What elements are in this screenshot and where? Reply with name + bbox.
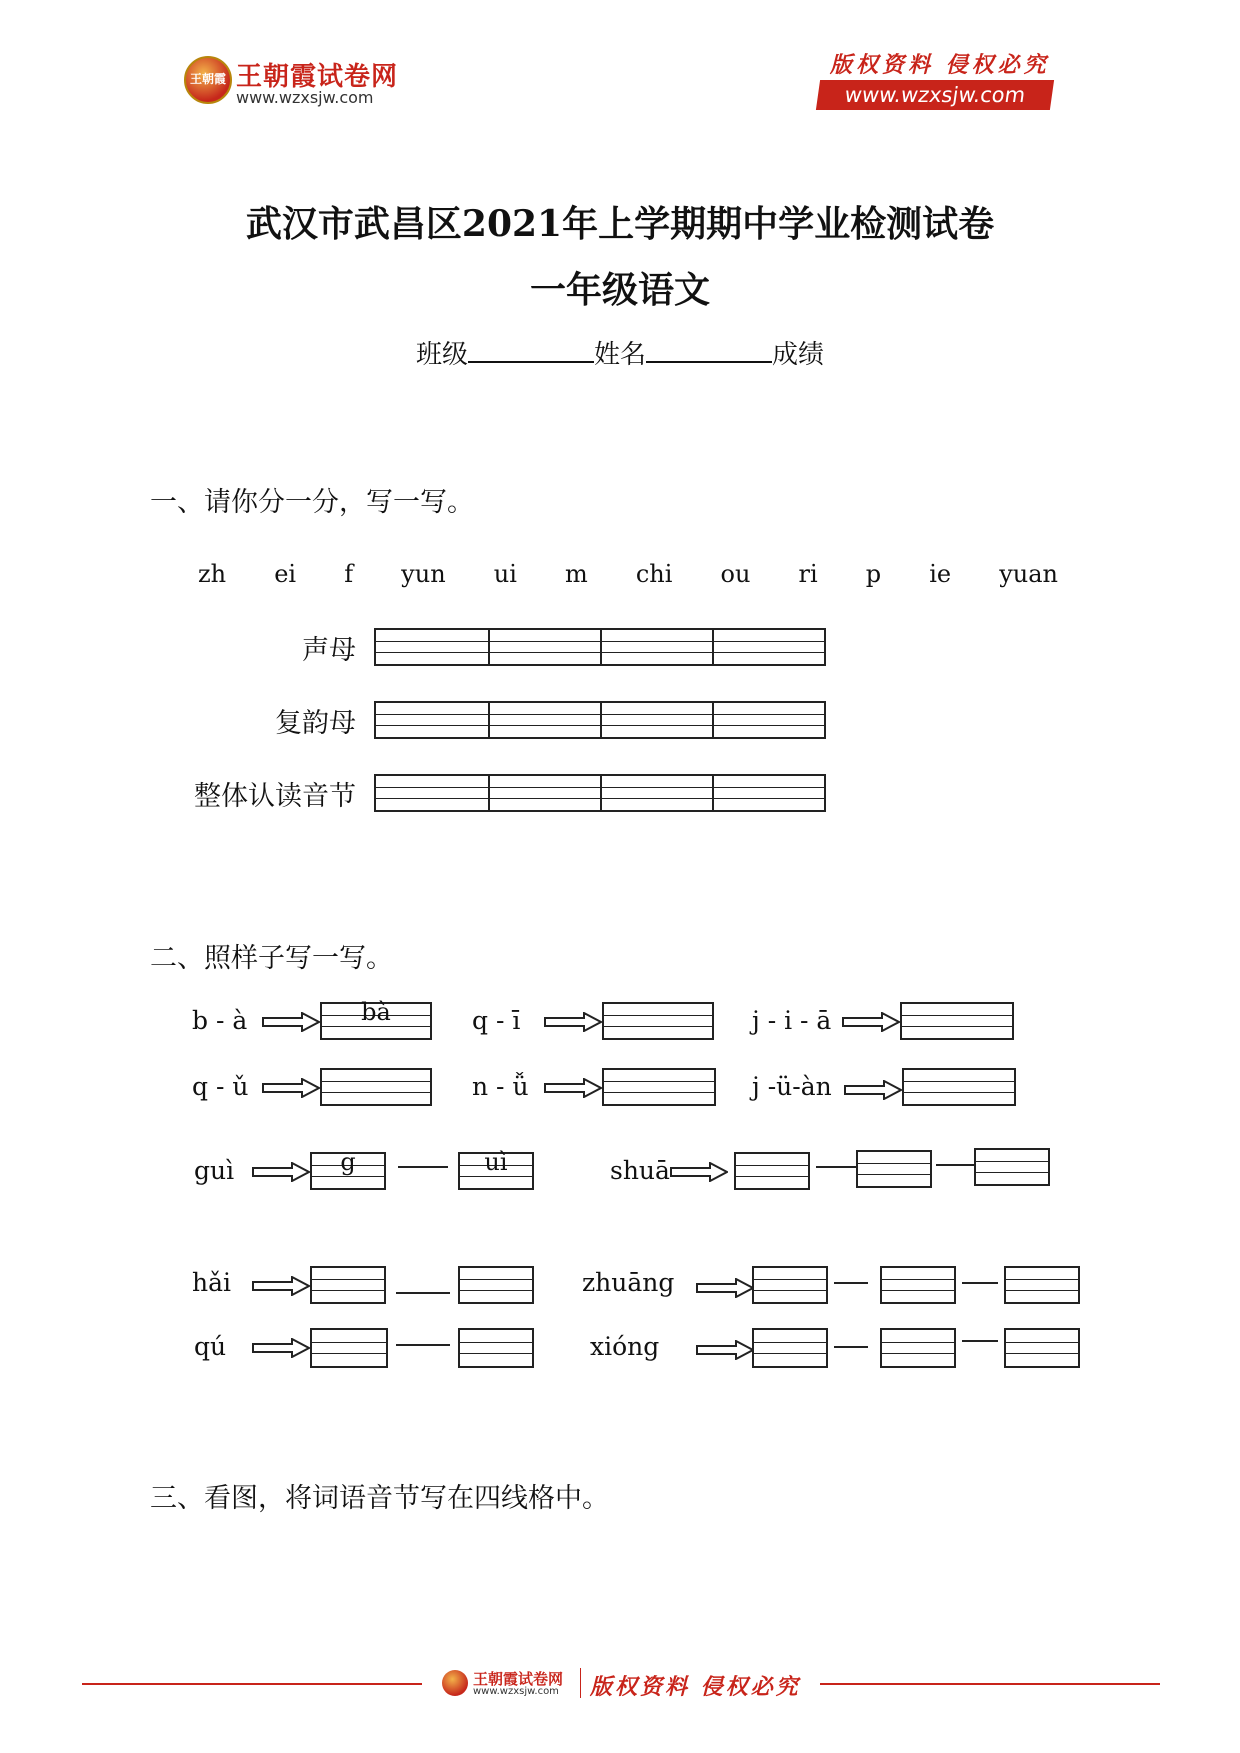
arrow-icon xyxy=(544,1012,602,1032)
copyright-url[interactable]: www.wzxsjw.com xyxy=(816,80,1054,110)
pinyin-item: ie xyxy=(929,560,952,588)
class-label: 班级 xyxy=(415,340,468,370)
four-line-grid[interactable] xyxy=(310,1266,386,1304)
split-label: guì xyxy=(194,1156,235,1185)
four-line-grid[interactable] xyxy=(880,1328,956,1368)
four-line-grid[interactable] xyxy=(734,1152,810,1190)
pinyin-item: ri xyxy=(798,560,818,588)
split-label: qú xyxy=(194,1332,227,1361)
pinyin-item: chi xyxy=(635,560,673,588)
split-label: xióng xyxy=(590,1332,660,1361)
dash xyxy=(834,1346,868,1348)
brand-url[interactable]: www.wzxsjw.com xyxy=(236,88,374,107)
arrow-icon xyxy=(844,1080,902,1100)
split-label: shuā xyxy=(610,1156,670,1185)
four-line-grid[interactable] xyxy=(374,701,826,739)
spell-label: b - à xyxy=(192,1006,248,1035)
four-line-grid[interactable] xyxy=(458,1266,534,1304)
four-line-grid[interactable] xyxy=(602,1068,716,1106)
exam-title: 武汉市武昌区2021年上学期期中学业检测试卷 xyxy=(245,203,995,245)
arrow-icon xyxy=(670,1162,728,1182)
brand-name: 王朝霞试卷网 xyxy=(236,62,399,92)
pinyin-item: yun xyxy=(401,560,446,588)
row-label-compound-finals: 复韵母 xyxy=(275,708,356,739)
pinyin-item: ei xyxy=(274,560,297,588)
pinyin-item: p xyxy=(865,560,882,588)
section2-heading: 二、照样子写一写。 xyxy=(150,943,393,974)
spell-label: j - i - ā xyxy=(752,1006,832,1035)
name-label: 姓名 xyxy=(593,340,646,370)
spell-label: n - ǚ xyxy=(472,1072,529,1101)
arrow-icon xyxy=(252,1276,310,1296)
footer-rule-left xyxy=(82,1683,422,1685)
footer-brand: 王朝霞试卷网 xyxy=(473,1670,564,1688)
row-label-initials: 声母 xyxy=(302,635,356,666)
answer-text: g xyxy=(340,1148,356,1176)
four-line-grid[interactable] xyxy=(974,1148,1050,1186)
four-line-grid[interactable] xyxy=(752,1328,828,1368)
answer-text: uì xyxy=(484,1148,508,1176)
section1-heading: 一、请你分一分，写一写。 xyxy=(150,487,474,518)
arrow-icon xyxy=(252,1338,310,1358)
spell-label: q - ǔ xyxy=(192,1072,249,1101)
footer-separator xyxy=(580,1668,581,1698)
arrow-icon xyxy=(696,1278,754,1298)
exam-subtitle: 一年级语文 xyxy=(529,269,710,311)
pinyin-item: ui xyxy=(493,560,517,588)
logo-emblem xyxy=(184,56,232,104)
arrow-icon xyxy=(696,1340,754,1360)
student-info xyxy=(0,334,1240,371)
pinyin-item: ou xyxy=(720,560,751,588)
four-line-grid[interactable] xyxy=(1004,1328,1080,1368)
dash xyxy=(398,1166,448,1168)
name-blank[interactable] xyxy=(646,335,772,363)
four-line-grid[interactable] xyxy=(458,1328,534,1368)
footer-url[interactable]: www.wzxsjw.com xyxy=(473,1686,559,1697)
copyright-notice: 版权资料 侵权必究 xyxy=(830,52,1050,78)
dash xyxy=(396,1292,450,1294)
four-line-grid[interactable] xyxy=(458,1148,534,1190)
pinyin-item: f xyxy=(344,560,354,588)
four-line-grid[interactable] xyxy=(374,628,826,666)
four-line-grid[interactable] xyxy=(902,1068,1016,1106)
four-line-grid[interactable] xyxy=(880,1266,956,1304)
four-line-grid[interactable] xyxy=(602,1002,714,1040)
split-label: zhuāng xyxy=(582,1268,675,1297)
footer-logo-icon xyxy=(442,1670,468,1696)
section3-heading: 三、看图，将词语音节写在四线格中。 xyxy=(150,1483,609,1514)
split-label: hǎi xyxy=(192,1268,232,1297)
four-line-grid[interactable] xyxy=(752,1266,828,1304)
four-line-grid[interactable] xyxy=(320,998,432,1040)
dash xyxy=(936,1164,974,1166)
pinyin-item: zh xyxy=(198,560,227,588)
dash xyxy=(834,1282,868,1284)
four-line-grid[interactable] xyxy=(320,1068,432,1106)
four-line-grid[interactable] xyxy=(374,774,826,812)
pinyin-item: yuan xyxy=(999,560,1058,588)
class-blank[interactable] xyxy=(468,335,594,363)
four-line-grid[interactable] xyxy=(1004,1266,1080,1304)
spell-label: q - ī xyxy=(472,1006,521,1035)
dash xyxy=(962,1282,998,1284)
arrow-icon xyxy=(544,1078,602,1098)
four-line-grid[interactable] xyxy=(310,1328,388,1368)
answer-text: bà xyxy=(361,998,391,1026)
arrow-icon xyxy=(262,1078,320,1098)
arrow-icon xyxy=(252,1162,310,1182)
four-line-grid[interactable] xyxy=(310,1148,386,1190)
score-label: 成绩 xyxy=(772,340,825,370)
four-line-grid[interactable] xyxy=(856,1150,932,1188)
four-line-grid[interactable] xyxy=(900,1002,1014,1040)
row-label-whole-syllables: 整体认读音节 xyxy=(194,781,356,812)
footer-rule-right xyxy=(820,1683,1160,1685)
footer-copyright: 版权资料 侵权必究 xyxy=(590,1674,801,1700)
arrow-icon xyxy=(262,1012,320,1032)
logo-emblem-text: 王朝霞 xyxy=(189,72,226,86)
dash xyxy=(816,1166,856,1168)
pinyin-list xyxy=(198,560,1058,588)
dash xyxy=(962,1340,998,1342)
dash xyxy=(396,1344,450,1346)
pinyin-item: m xyxy=(564,560,588,588)
spell-label: j -ü-àn xyxy=(752,1072,832,1101)
arrow-icon xyxy=(842,1012,900,1032)
